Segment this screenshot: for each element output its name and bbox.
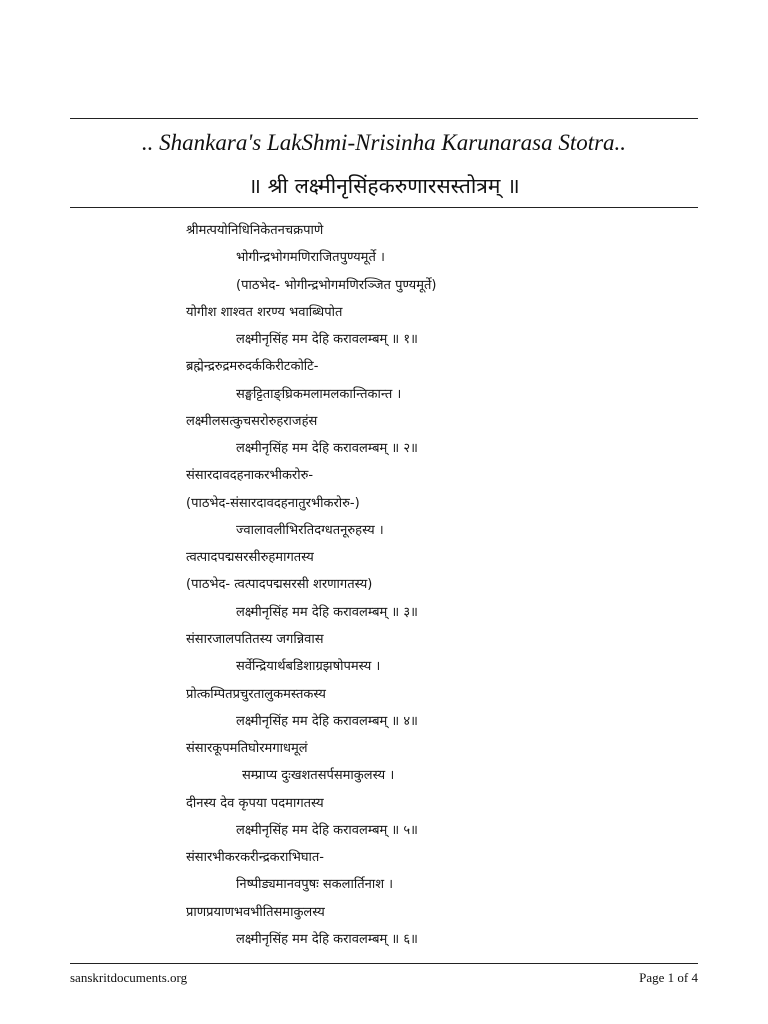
verse-line: संसारभीकरकरीन्द्रकराभिघात- [186,850,324,866]
verse-line: (पाठभेद- त्वत्पादपद्मसरसी शरणागतस्य) [186,577,373,593]
verse-line: सम्प्राप्य दुःखशतसर्पसमाकुलस्य । [242,768,395,784]
verse-line: लक्ष्मीनृसिंह मम देहि करावलम्बम् ॥ ४॥ [236,713,418,729]
verse-line: दीनस्य देव कृपया पदमागतस्य [186,795,324,811]
verse-line: लक्ष्मीनृसिंह मम देहि करावलम्बम् ॥ १॥ [236,332,418,348]
verse-line: लक्ष्मीनृसिंह मम देहि करावलम्बम् ॥ ३॥ [236,604,418,620]
verse-line: सङ्घट्टिताङ्घ्रिकमलामलकान्तिकान्त । [236,386,402,402]
verse-line: (पाठभेद- भोगीन्द्रभोगमणिरञ्जित पुण्यमूर्ते) [236,277,437,293]
sanskrit-title: ॥ श्री लक्ष्मीनृसिंहकरुणारसस्तोत्रम् ॥ [248,174,520,198]
verse-line: संसारदावदहनाकरभीकरोरु- [186,468,314,484]
verse-line: प्राणप्रयाणभवभीतिसमाकुलस्य [186,904,325,920]
verse-line: लक्ष्मीलसत्कुचसरोरुहराजहंस [186,413,318,429]
verse-line: योगीश शाश्वत शरण्य भवाब्धिपोत [186,304,343,320]
verse-line: भोगीन्द्रभोगमणिराजितपुण्यमूर्ते । [236,250,385,266]
verse-line: लक्ष्मीनृसिंह मम देहि करावलम्बम् ॥ ५॥ [236,822,418,838]
verse-line: ब्रह्मेन्द्ररुद्रमरुदर्ककिरीटकोटि- [186,359,319,375]
verse-block [0,217,768,953]
title-rule [70,207,698,208]
top-rule [70,118,698,119]
verse-line: श्रीमत्पयोनिधिनिकेतनचक्रपाणे [186,223,324,238]
verse-line: लक्ष्मीनृसिंह मम देहि करावलम्बम् ॥ ६॥ [236,931,418,947]
english-title: .. Shankara's LakShmi-Nrisinha Karunarasa Stotra.. [141,130,627,155]
verse-line: प्रोत्कम्पितप्रचुरतालुकमस्तकस्य [186,686,326,702]
footer-site-link[interactable]: sanskritdocuments.org [70,970,188,985]
verse-line: लक्ष्मीनृसिंह मम देहि करावलम्बम् ॥ २॥ [236,441,418,457]
verse-line: संसारजालपतितस्य जगन्निवास [186,631,324,647]
footer-rule [70,963,698,964]
verse-line: त्वत्पादपद्मसरसीरुहमागतस्य [186,550,314,566]
verse-line: निष्पीड्यमानवपुषः सकलार्तिनाश । [236,877,394,893]
verse-line: ज्वालावलीभिरतिदग्धतनूरुहस्य । [236,522,384,538]
page-number: Page 1 of 4 [639,970,698,985]
verse-line: सर्वेन्द्रियार्थबडिशाग्रझषोपमस्य । [236,659,381,675]
verse-line: संसारकूपमतिघोरमगाधमूलं [186,741,308,757]
verse-line: (पाठभेद-संसारदावदहनातुरभीकरोरु-) [186,495,360,511]
